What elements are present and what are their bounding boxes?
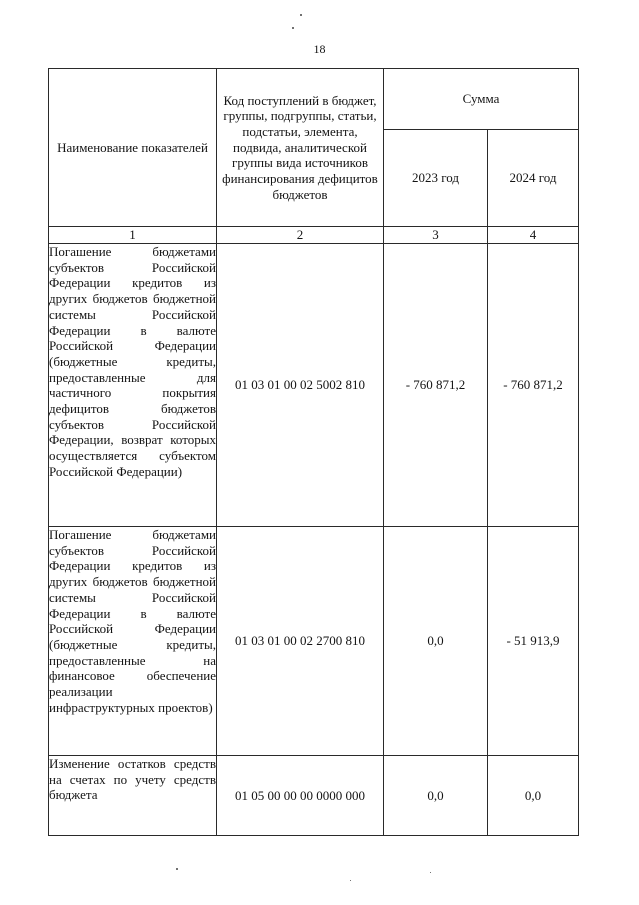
header-year-2023: 2023 год [384,130,488,227]
column-number-1: 1 [49,227,217,244]
column-number-row [49,227,579,244]
table-row [49,527,579,756]
row-code: 01 05 00 00 00 0000 000 [217,756,384,836]
scan-speck [350,880,351,881]
scan-speck [430,872,431,873]
row-code: 01 03 01 00 02 5002 810 [217,244,384,527]
scan-speck [176,868,178,870]
header-sum: Сумма [384,69,579,130]
row-amount-2023: 0,0 [384,527,488,756]
table-row [49,756,579,836]
row-name: Погашение бюджетами субъектов Российской Федерации кредитов из других бюджетов бюджетной системы Российской Федерации в валюте Российской Федерации (бюджетные кредиты, предоставленные на финансовое обеспечение реализации инфраструктурных проектов) [49,527,217,756]
column-number-2: 2 [217,227,384,244]
header-year-2024: 2024 год [488,130,579,227]
scan-speck [300,14,302,16]
row-name: Погашение бюджетами субъектов Российской Федерации кредитов из других бюджетов бюджетной системы Российской Федерации в валюте Российской Федерации (бюджетные кредиты, предоставленные для частичного покрытия дефицитов бюджетов субъектов Российской Федерации, возврат которых осуществляется субъектом Российской Федерации) [49,244,217,527]
header-name: Наименование показателей [49,69,217,227]
row-amount-2023: 0,0 [384,756,488,836]
budget-sources-table [48,68,579,836]
column-number-3: 3 [384,227,488,244]
header-row [49,69,579,130]
column-number-4: 4 [488,227,579,244]
row-amount-2024: - 760 871,2 [488,244,579,527]
row-amount-2024: - 51 913,9 [488,527,579,756]
row-code: 01 03 01 00 02 2700 810 [217,527,384,756]
row-name: Изменение остатков средств на счетах по учету средств бюджета [49,756,217,836]
header-code: Код поступлений в бюджет, группы, подгруппы, статьи, подстатьи, элемента, подвида, аналитической группы вида источников финансирования дефицитов бюджетов [217,69,384,227]
scan-speck [292,27,294,29]
row-amount-2023: - 760 871,2 [384,244,488,527]
page-number: 18 [313,42,326,56]
table-row [49,244,579,527]
row-amount-2024: 0,0 [488,756,579,836]
